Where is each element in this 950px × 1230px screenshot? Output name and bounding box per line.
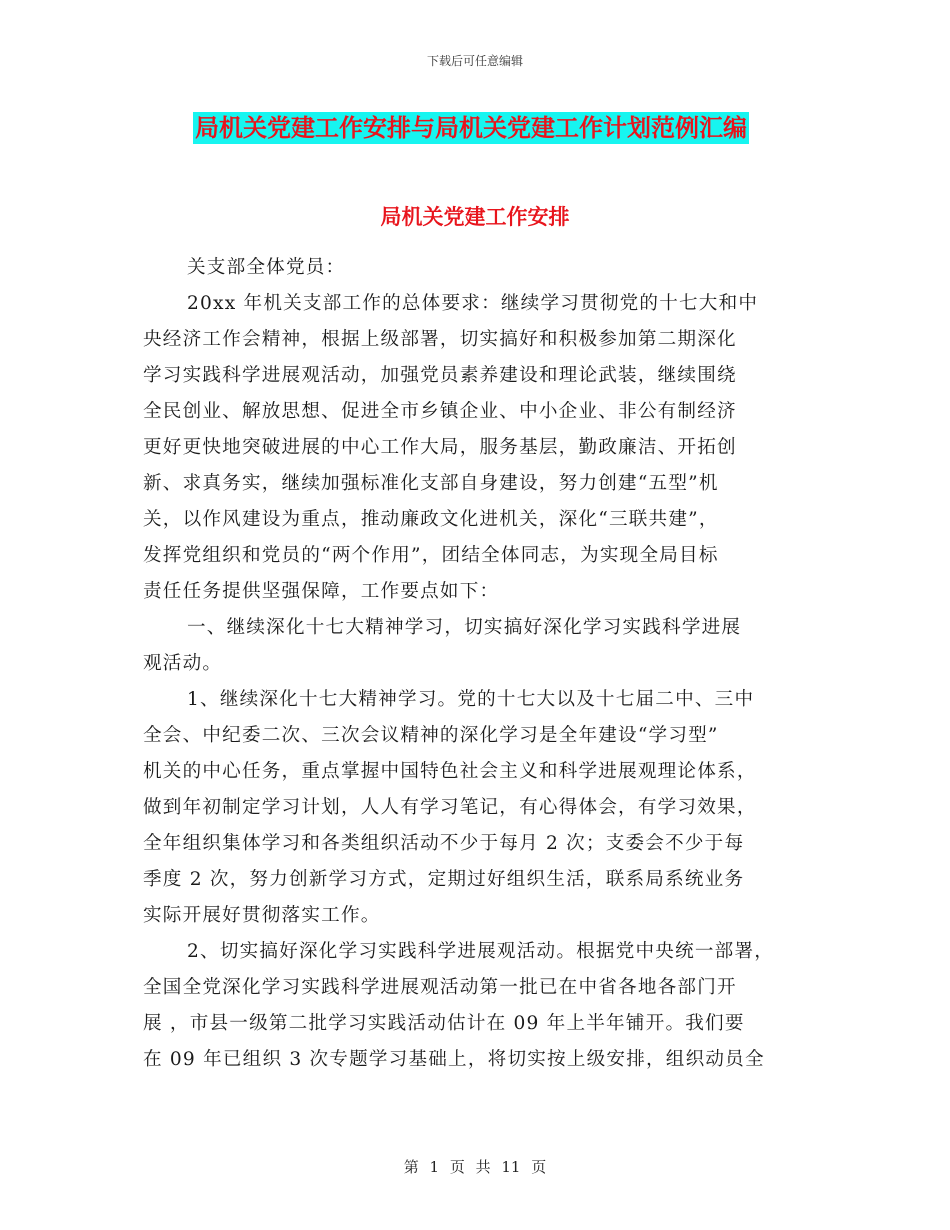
- body-line: 新、求真务实，继续加强标准化支部自身建设，努力创建“五型”机: [143, 473, 719, 494]
- body-line: 机关的中心任务，重点掌握中国特色社会主义和科学进展观理论体系，: [143, 761, 757, 782]
- body-line: 全会、中纪委二次、三次会议精神的深化学习是全年建设“学习型”: [143, 725, 719, 746]
- document-title: 局机关党建工作安排与局机关党建工作计划范例汇编: [195, 114, 747, 142]
- body-line: 观活动。: [143, 653, 223, 674]
- body-line: 20xx 年机关支部工作的总体要求：继续学习贯彻党的十七大和中: [187, 293, 759, 314]
- header-note: 下载后可任意编辑: [426, 54, 523, 68]
- body-line: 实际开展好贯彻落实工作。: [143, 905, 381, 926]
- body-line: 2、切实搞好深化学习实践科学进展观活动。根据党中央统一部署，: [187, 941, 775, 962]
- section-title: 局机关党建工作安排: [380, 205, 570, 229]
- document-title-highlight: [193, 112, 749, 144]
- body-line: 关，以作风建设为重点，推动廉政文化进机关，深化“三联共建”，: [143, 509, 719, 530]
- body-line: 责任任务提供坚强保障，工作要点如下：: [143, 581, 500, 602]
- body-line: 在 09 年已组织 3 次专题学习基础上，将切实按上级安排，组织动员全: [143, 1049, 765, 1070]
- body-line: 全年组织集体学习和各类组织活动不少于每月 2 次；支委会不少于每: [143, 833, 745, 854]
- body-line: 学习实践科学进展观活动，加强党员素养建设和理论武装，继续围绕: [143, 365, 737, 386]
- body-line: 做到年初制定学习计划，人人有学习笔记，有心得体会，有学习效果，: [143, 797, 757, 818]
- document-body: [143, 250, 823, 1078]
- body-line: 更好更快地突破进展的中心工作大局，服务基层，勤政廉洁、开拓创: [143, 437, 737, 458]
- body-line: 季度 2 次，努力创新学习方式，定期过好组织生活，联系局系统业务: [143, 869, 745, 890]
- body-line: 央经济工作会精神，根据上级部署，切实搞好和积极参加第二期深化: [143, 329, 737, 350]
- body-line: 关支部全体党员：: [187, 257, 346, 278]
- body-line: 全国全党深化学习实践科学进展观活动第一批已在中省各地各部门开: [143, 977, 737, 998]
- body-line: 全民创业、解放思想、促进全市乡镇企业、中小企业、非公有制经济: [143, 401, 737, 422]
- page-footer: 第 1 页 共 11 页: [403, 1158, 547, 1176]
- body-line: 一、继续深化十七大精神学习，切实搞好深化学习实践科学进展: [187, 617, 742, 638]
- body-line: 发挥党组织和党员的“两个作用”，团结全体同志，为实现全局目标: [143, 545, 719, 566]
- body-line: 展 ，市县一级第二批学习实践活动估计在 09 年上半年铺开。我们要: [143, 1013, 745, 1034]
- body-line: 1、继续深化十七大精神学习。党的十七大以及十七届二中、三中: [187, 689, 755, 710]
